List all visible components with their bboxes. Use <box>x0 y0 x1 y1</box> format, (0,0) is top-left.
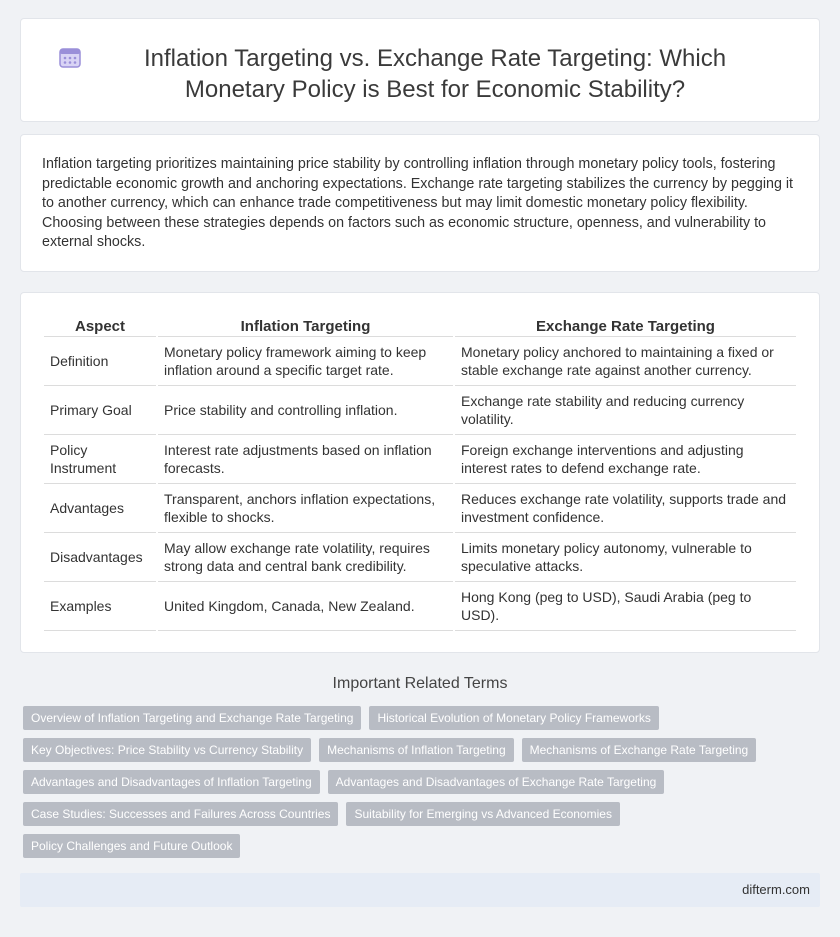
footer-site-link[interactable]: difterm.com <box>742 882 810 897</box>
inflation-cell: United Kingdom, Canada, New Zealand. <box>158 582 453 631</box>
exchange-cell: Limits monetary policy autonomy, vulnerable to speculative attacks. <box>455 533 796 582</box>
aspect-cell: Disadvantages <box>44 533 156 582</box>
inflation-cell: Price stability and controlling inflation. <box>158 386 453 435</box>
footer <box>20 873 820 907</box>
tag-row <box>23 706 803 730</box>
table-header-row <box>44 316 796 337</box>
aspect-cell: Primary Goal <box>44 386 156 435</box>
aspect-cell: Examples <box>44 582 156 631</box>
table-row <box>44 484 796 533</box>
related-term-tag[interactable]: Mechanisms of Exchange Rate Targeting <box>522 738 757 762</box>
related-term-tag[interactable]: Historical Evolution of Monetary Policy Frameworks <box>369 706 658 730</box>
related-terms-heading: Important Related Terms <box>332 675 508 692</box>
header-inflation-targeting: Inflation Targeting <box>158 316 453 337</box>
exchange-cell: Monetary policy anchored to maintaining a fixed or stable exchange rate against another currency. <box>455 337 796 386</box>
title-card <box>20 18 820 122</box>
comparison-table <box>42 316 798 631</box>
aspect-cell: Definition <box>44 337 156 386</box>
intro-card <box>20 134 820 272</box>
exchange-cell: Exchange rate stability and reducing currency volatility. <box>455 386 796 435</box>
table-row <box>44 582 796 631</box>
exchange-cell: Hong Kong (peg to USD), Saudi Arabia (peg to USD). <box>455 582 796 631</box>
table-row <box>44 337 796 386</box>
exchange-cell: Reduces exchange rate volatility, supports trade and investment confidence. <box>455 484 796 533</box>
inflation-cell: Interest rate adjustments based on inflation forecasts. <box>158 435 453 484</box>
tag-row <box>23 802 803 826</box>
table-row <box>44 533 796 582</box>
exchange-cell: Foreign exchange interventions and adjusting interest rates to defend exchange rate. <box>455 435 796 484</box>
intro-paragraph: Inflation targeting prioritizes maintaining price stability by controlling inflation through monetary policy tools, fostering predictable economic growth and anchoring expectations. Exchange rate targeting stabilizes the currency by pegging it to another currency, which can enhance trade competitiveness but may limit domestic monetary policy flexibility. Choosing between these strategies depends on factors such as economic structure, openness, and vulnerability to external shocks. <box>42 156 794 251</box>
inflation-cell: May allow exchange rate volatility, requires strong data and central bank credibility. <box>158 533 453 582</box>
table-row <box>44 386 796 435</box>
related-term-tag[interactable]: Suitability for Emerging vs Advanced Economies <box>346 802 619 826</box>
related-term-tag[interactable]: Policy Challenges and Future Outlook <box>23 834 240 858</box>
related-term-tag[interactable]: Advantages and Disadvantages of Exchange Rate Targeting <box>328 770 665 794</box>
table-row <box>44 435 796 484</box>
page-title: Inflation Targeting vs. Exchange Rate Targeting: Which Monetary Policy is Best for Economic Stability? <box>143 45 727 103</box>
related-term-tag[interactable]: Key Objectives: Price Stability vs Currency Stability <box>23 738 311 762</box>
header-aspect: Aspect <box>44 316 156 337</box>
tag-row <box>23 834 803 858</box>
aspect-cell: Advantages <box>44 484 156 533</box>
header-exchange-rate-targeting: Exchange Rate Targeting <box>455 316 796 337</box>
related-terms-list <box>23 706 803 866</box>
aspect-cell: Policy Instrument <box>44 435 156 484</box>
related-term-tag[interactable]: Advantages and Disadvantages of Inflation Targeting <box>23 770 320 794</box>
tag-row <box>23 770 803 794</box>
related-term-tag[interactable]: Overview of Inflation Targeting and Exchange Rate Targeting <box>23 706 361 730</box>
tag-row <box>23 738 803 762</box>
comparison-table-card <box>20 292 820 653</box>
inflation-cell: Transparent, anchors inflation expectations, flexible to shocks. <box>158 484 453 533</box>
related-term-tag[interactable]: Mechanisms of Inflation Targeting <box>319 738 514 762</box>
inflation-cell: Monetary policy framework aiming to keep inflation around a specific target rate. <box>158 337 453 386</box>
related-term-tag[interactable]: Case Studies: Successes and Failures Across Countries <box>23 802 338 826</box>
